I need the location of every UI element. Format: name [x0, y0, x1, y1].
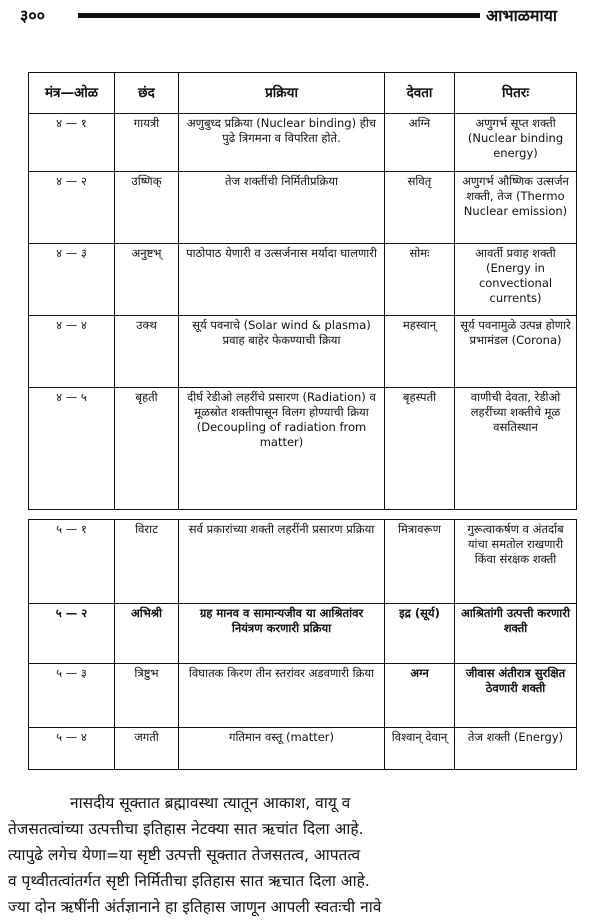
- paragraph-line: त्यापुढे लगेच येणा=या सृष्टी उत्पत्ती सूक्तात तेजसतत्व, आपतत्व: [8, 846, 361, 864]
- col-header-prakriya: प्रक्रिया: [179, 73, 385, 114]
- body-paragraph: [8, 790, 594, 920]
- cell-pitar: आश्रितांगी उत्पत्ती करणारी शक्ती: [455, 604, 577, 664]
- cell-mantra: ५ — २: [29, 604, 115, 664]
- cell-prakriya: गतिमान वस्तू (matter): [179, 728, 385, 770]
- cell-mantra: ५ — ४: [29, 728, 115, 770]
- cell-chhand: विराट: [115, 520, 179, 604]
- cell-chhand: त्रिष्टुभ: [115, 664, 179, 728]
- table-row: [29, 172, 577, 244]
- cell-mantra: ५ — ३: [29, 664, 115, 728]
- cell-devata: अग्नि: [385, 114, 455, 172]
- cell-devata: बृहस्पती: [385, 388, 455, 510]
- table-row: [29, 244, 577, 316]
- cell-devata: इद्र (सूर्य): [385, 604, 455, 664]
- table-row: [29, 114, 577, 172]
- cell-mantra: ४ — १: [29, 114, 115, 172]
- table-row: [29, 664, 577, 728]
- cell-devata: मित्रावरूण: [385, 520, 455, 604]
- book-title: आभाळमाया: [486, 6, 558, 25]
- paragraph-line: ज्या दोन ऋषींनी अंर्तज्ञानाने हा इतिहास जाणून आपली स्वतःची नावे: [8, 898, 382, 916]
- cell-pitar: अणुगर्भ औष्णिक उत्सर्जन शक्ती, तेज (Thermo Nuclear emission): [455, 172, 577, 244]
- table-mantra-4: [28, 72, 577, 510]
- header-rule: [78, 13, 480, 18]
- cell-prakriya: ग्रह मानव व सामान्यजीव या आश्रितांवर नियंत्रण करणारी प्रक्रिया: [179, 604, 385, 664]
- page-number: ३००: [20, 6, 45, 25]
- cell-chhand: बृहती: [115, 388, 179, 510]
- cell-pitar: सूर्य पवनामुळे उत्पन्न होणारे प्रभामंडल (Corona): [455, 316, 577, 388]
- cell-devata: सोमः: [385, 244, 455, 316]
- cell-mantra: ४ — ३: [29, 244, 115, 316]
- cell-devata: सवितृ: [385, 172, 455, 244]
- col-header-pitar: पितरः: [455, 73, 577, 114]
- cell-chhand: अनुष्टभ्: [115, 244, 179, 316]
- cell-prakriya: तेज शक्तींची निर्मितीप्रक्रिया: [179, 172, 385, 244]
- col-header-chhand: छंद: [115, 73, 179, 114]
- cell-chhand: उक्थ: [115, 316, 179, 388]
- cell-pitar: गुरूत्वाकर्षण व अंतर्दाब यांचा समतोल राखणारी किंवा संरक्षक शक्ती: [455, 520, 577, 604]
- paragraph-line: नासदीय सूक्तात ब्रह्मावस्था त्यातून आकाश, वायू व: [70, 794, 351, 812]
- cell-prakriya: सर्व प्रकारांच्या शक्ती लहरींनी प्रसारण प्रक्रिया: [179, 520, 385, 604]
- table-mantra-5: [28, 519, 577, 770]
- col-header-mantra: मंत्र—ओळ: [29, 73, 115, 114]
- page-header: [0, 0, 600, 36]
- cell-pitar: जीवास अंतीरात्र सुरक्षित ठेवणारी शक्ती: [455, 664, 577, 728]
- cell-devata: विश्वान् देवान्: [385, 728, 455, 770]
- cell-prakriya: दीर्घ रेडीओ लहरींचे प्रसारण (Radiation) व मूळस्रोत शक्तीपासून विलग होण्याची क्रिया (Decoupling of radiation from matter): [179, 388, 385, 510]
- cell-chhand: जगती: [115, 728, 179, 770]
- table-row: [29, 604, 577, 664]
- cell-chhand: गायत्री: [115, 114, 179, 172]
- cell-prakriya: सूर्य पवनाचे (Solar wind & plasma) प्रवाह बाहेर फेकण्याची क्रिया: [179, 316, 385, 388]
- cell-mantra: ५ — १: [29, 520, 115, 604]
- table-row: [29, 520, 577, 604]
- cell-mantra: ४ — ४: [29, 316, 115, 388]
- cell-pitar: अणुगर्भ सूप्त शक्ती (Nuclear binding energy): [455, 114, 577, 172]
- paragraph-line: तेजसतत्वांच्या उत्पत्तीचा इतिहास नेटक्या सात ऋचांत दिला आहे.: [8, 820, 364, 838]
- cell-chhand: अभिश्री: [115, 604, 179, 664]
- cell-pitar: वाणीची देवता, रेडीओ लहरींच्या शक्तीचे मूळ वसतिस्थान: [455, 388, 577, 510]
- cell-prakriya: विघातक किरण तीन स्तरांवर अडवणारी क्रिया: [179, 664, 385, 728]
- cell-pitar: आवर्ती प्रवाह शक्ती (Energy in convectional currents): [455, 244, 577, 316]
- cell-prakriya: अणुबुध्द प्रक्रिया (Nuclear binding) हीच पुढे त्रिगमना व विपरिता होते.: [179, 114, 385, 172]
- cell-devata: अग्न: [385, 664, 455, 728]
- cell-prakriya: पाठोपाठ येणारी व उत्सर्जनास मर्यादा घालणारी: [179, 244, 385, 316]
- cell-chhand: उष्णिक्: [115, 172, 179, 244]
- table-header-row: [29, 73, 577, 114]
- cell-pitar: तेज शक्ती (Energy): [455, 728, 577, 770]
- table-row: [29, 728, 577, 770]
- col-header-devata: देवता: [385, 73, 455, 114]
- cell-devata: महस्वान्: [385, 316, 455, 388]
- table-row: [29, 388, 577, 510]
- table-row: [29, 316, 577, 388]
- paragraph-line: व पृथ्वीतत्वांतर्गत सृष्टी निर्मितीचा इतिहास सात ऋचात दिला आहे.: [8, 872, 370, 890]
- cell-mantra: ४ — ५: [29, 388, 115, 510]
- cell-mantra: ४ — २: [29, 172, 115, 244]
